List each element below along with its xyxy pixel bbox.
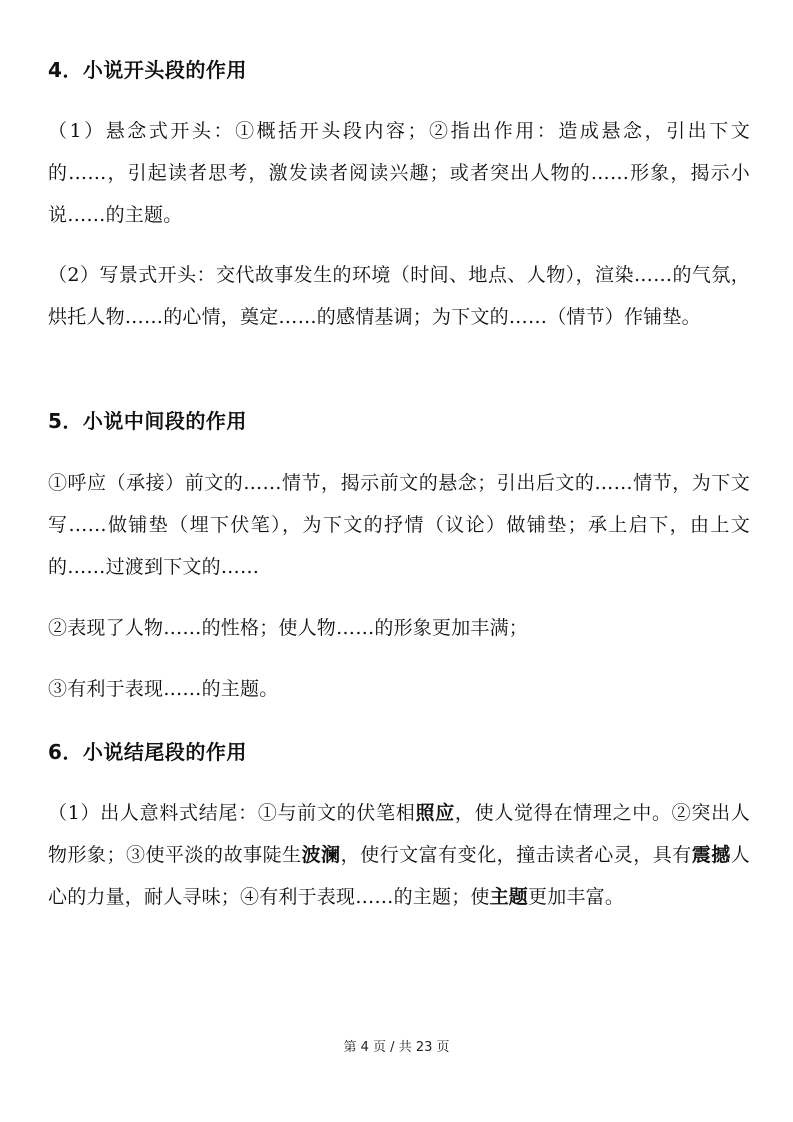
section-heading: 5．小说中间段的作用 bbox=[48, 409, 247, 433]
paragraph-text: ，使人觉得在情理之中。②突出人物形象；③使平淡的故事陡生 bbox=[48, 802, 750, 866]
page-footer: 第 4 页 / 共 23 页 bbox=[343, 1040, 450, 1055]
paragraph-text: （1）出人意料式结尾：①与前文的伏笔相 bbox=[48, 802, 416, 824]
bold-term: 照应 bbox=[415, 802, 455, 824]
paragraph: （2）写景式开头：交代故事发生的环境（时间、地点、人物），渲染……的气氛，烘托人物……的心情，奠定……的感情基调；为下文的……（情节）作铺垫。 bbox=[48, 264, 750, 328]
section-heading: 4．小说开头段的作用 bbox=[48, 58, 247, 82]
paragraph bbox=[48, 792, 750, 918]
paragraph: ③有利于表现……的主题。 bbox=[48, 678, 279, 700]
bold-term: 主题 bbox=[489, 886, 529, 908]
paragraph: ②表现了人物……的性格；使人物……的形象更加丰满； bbox=[48, 617, 529, 639]
bold-term: 波澜 bbox=[301, 844, 341, 866]
paragraph: ①呼应（承接）前文的……情节，揭示前文的悬念；引出后文的……情节，为下文写……做铺垫（埋下伏笔），为下文的抒情（议论）做铺垫；承上启下，由上文的……过渡到下文的…… bbox=[48, 472, 750, 578]
paragraph-text: ，使行文富有变化，撞击读者心灵，具有 bbox=[340, 844, 692, 866]
paragraph: （1）悬念式开头：①概括开头段内容；②指出作用：造成悬念，引出下文的……，引起读者思考，激发读者阅读兴趣；或者突出人物的……形象，揭示小说……的主题。 bbox=[48, 120, 750, 226]
section-heading: 6．小说结尾段的作用 bbox=[48, 740, 247, 764]
paragraph-text: 人心的力量，耐人寻味；④有利于表现……的主题；使 bbox=[48, 844, 750, 908]
paragraph-text: 更加丰富。 bbox=[528, 886, 625, 908]
bold-term: 震撼 bbox=[691, 844, 731, 866]
